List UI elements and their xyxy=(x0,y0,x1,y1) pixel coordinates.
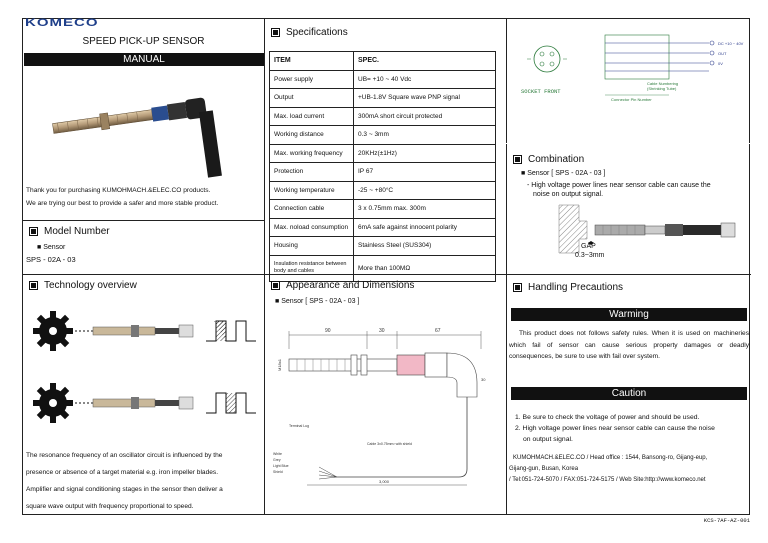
dim-30-side: 30 xyxy=(481,377,486,382)
spec-item-cell: Max. noload consumption xyxy=(270,218,354,237)
spec-item-cell: Power supply xyxy=(270,70,354,89)
caution-item-2: 2. High voltage power lines near sensor cable can cause the noise xyxy=(515,425,715,432)
manual-banner: MANUAL xyxy=(24,53,264,66)
spec-row xyxy=(270,89,496,108)
spec-row xyxy=(270,163,496,182)
spec-row xyxy=(270,126,496,145)
warning-banner: Warming xyxy=(511,308,747,321)
appearance-bullet: ■ Sensor [ SPS - 02A - 03 ] xyxy=(275,298,360,305)
sensor-photo xyxy=(43,71,243,183)
model-bullet: ■ Sensor xyxy=(37,244,66,251)
document-code: KCS-7AF-AZ-001 xyxy=(703,517,750,524)
spec-value-cell: IP 67 xyxy=(354,163,496,182)
combination-bullet: ■ Sensor [ SPS - 02A - 03 ] xyxy=(521,170,606,177)
combination-heading: Combination xyxy=(513,154,584,165)
gap-label: GAP xyxy=(581,243,596,250)
section-bullet-icon xyxy=(271,28,280,37)
output-label-1: DC +10 ~ 40V xyxy=(718,41,744,46)
spec-table xyxy=(269,51,496,282)
sensor-icon xyxy=(93,325,193,337)
wire-label-2: Grey xyxy=(273,458,281,462)
page-title: SPEED PICK-UP SENSOR xyxy=(82,36,205,47)
spec-item-cell: Protection xyxy=(270,163,354,182)
dim-3000: 3,000 xyxy=(379,479,390,484)
output-label-3: 0V xyxy=(718,61,723,66)
spec-value-cell: 300mA short circuit protected xyxy=(354,107,496,126)
dim-67: 67 xyxy=(435,328,441,334)
connector-pin-label: Connector Pin Number xyxy=(611,97,652,102)
manual-sheet xyxy=(22,18,750,515)
thanks-line-2: We are trying our best to provide a safer and more stable product. xyxy=(26,200,219,207)
section-bullet-icon xyxy=(271,281,280,290)
technology-heading: Technology overview xyxy=(29,280,137,291)
warning-text: This product does not follows safety rules. When it is used on machineries which fail of sensor can cause serious property damages or deadly consequences, be sure to use with fail over system. xyxy=(509,330,749,360)
spec-row xyxy=(270,237,496,256)
spec-item-cell: Connection cable xyxy=(270,200,354,219)
spec-value-cell: UB= +10 ~ 40 Vdc xyxy=(354,70,496,89)
model-code: SPS - 02A - 03 xyxy=(26,255,76,264)
spec-item-cell: Max. working frequency xyxy=(270,144,354,163)
combination-note-2: noise on output signal. xyxy=(533,191,604,198)
caution-banner: Caution xyxy=(511,387,747,400)
spec-row xyxy=(270,144,496,163)
gap-value: 0.3~3mm xyxy=(575,252,605,259)
cable-numbering-label: Cable Numbering xyxy=(647,81,679,86)
spec-row xyxy=(270,181,496,200)
tech-line-1: The resonance frequency of an oscillator circuit is influenced by the xyxy=(26,452,223,459)
spec-row xyxy=(270,70,496,89)
brand-logo: KOMECO xyxy=(25,16,99,29)
spec-col-item: ITEM xyxy=(270,52,354,71)
spec-item-cell: Max. load current xyxy=(270,107,354,126)
spec-item-cell: Insulation resistance between body and cables xyxy=(270,255,354,281)
thanks-line-1: Thank you for purchasing KUMOHMACH.&ELEC.CO products. xyxy=(26,187,211,194)
output-label-2: OUT xyxy=(718,51,727,56)
company-line-3: / Tel:051-724-5070 / FAX:051-724-5175 / Web Site:http://www.komeco.net xyxy=(509,477,706,483)
square-wave-icon xyxy=(206,321,256,341)
section-bullet-icon xyxy=(29,281,38,290)
cable-label: Cable 3x0.75mm² with shield xyxy=(367,442,412,446)
bullet-square-icon: ■ xyxy=(37,244,44,251)
spec-row xyxy=(270,200,496,219)
gear-icon xyxy=(33,311,73,351)
dim-30: 30 xyxy=(379,328,385,334)
spec-value-cell: 6mA safe against innocent polarity xyxy=(354,218,496,237)
dim-m18: M18x1 xyxy=(277,358,282,371)
spec-row xyxy=(270,107,496,126)
socket-diagram xyxy=(509,23,749,113)
spec-col-spec: SPEC. xyxy=(354,52,496,71)
shrinking-tube-label: (Shrinking Tube) xyxy=(647,86,677,91)
spec-value-cell: 0.3 ~ 3mm xyxy=(354,126,496,145)
terminal-label: Terminal Lug xyxy=(289,424,310,428)
divider-col-2 xyxy=(506,19,507,514)
wire-label-1: White xyxy=(273,452,282,456)
spec-value-cell: More than 100MΩ xyxy=(354,255,496,281)
spec-row xyxy=(270,255,496,281)
bullet-square-icon: ■ xyxy=(275,298,282,305)
spec-item-cell: Working temperature xyxy=(270,181,354,200)
spec-value-cell: Stainless Steel (SUS304) xyxy=(354,237,496,256)
spec-item-cell: Working distance xyxy=(270,126,354,145)
caution-item-1: 1. Be sure to check the voltage of power and should be used. xyxy=(515,414,700,421)
spec-value-cell: +UB-1.8V Square wave PNP signal xyxy=(354,89,496,108)
specifications-heading: Specifications xyxy=(271,27,348,38)
section-bullet-icon xyxy=(29,227,38,236)
company-line-1: KUMOHMACH.&ELEC.CO / Head office : 1544, Bansong-ro, Gijang-eup, xyxy=(513,455,708,461)
tech-line-2: presence or absence of a target material e.g. iron impeller blades. xyxy=(26,469,219,476)
handling-heading: Handling Precautions xyxy=(513,282,623,293)
dim-90: 90 xyxy=(325,328,331,334)
section-bullet-icon xyxy=(513,283,522,292)
socket-front-label: SOCKET FRONT xyxy=(521,88,561,95)
spec-row xyxy=(270,218,496,237)
spec-value-cell: 3 x 0.75mm max. 300m xyxy=(354,200,496,219)
spec-header-row xyxy=(270,52,496,71)
company-line-2: Gijang-gun, Busan, Korea xyxy=(509,466,579,472)
gear-icon xyxy=(33,383,73,423)
spec-value-cell: -25 ~ +80°C xyxy=(354,181,496,200)
tech-line-3: Amplifier and signal conditioning stages in the sensor then deliver a xyxy=(26,486,223,493)
sensor-icon xyxy=(93,397,193,409)
divider-model xyxy=(23,220,264,221)
combination-note-1: - High voltage power lines near sensor cable can cause the xyxy=(527,182,711,189)
bullet-square-icon: ■ xyxy=(521,170,528,177)
appearance-heading: Appearance and Dimensions xyxy=(271,280,414,291)
divider-col-1 xyxy=(264,19,265,514)
spec-item-cell: Output xyxy=(270,89,354,108)
caution-item-3: on output signal. xyxy=(523,436,573,443)
technology-diagram xyxy=(31,301,259,431)
model-number-heading: Model Number xyxy=(29,226,110,237)
tech-line-4: square wave output with frequency proportional to speed. xyxy=(26,503,194,510)
section-bullet-icon xyxy=(513,155,522,164)
wire-label-4: Shield xyxy=(273,470,283,474)
dimension-drawing xyxy=(267,319,503,489)
spec-value-cell: 20KHz(±1Hz) xyxy=(354,144,496,163)
spec-item-cell: Housing xyxy=(270,237,354,256)
wire-label-3: Light Blue xyxy=(273,464,289,468)
